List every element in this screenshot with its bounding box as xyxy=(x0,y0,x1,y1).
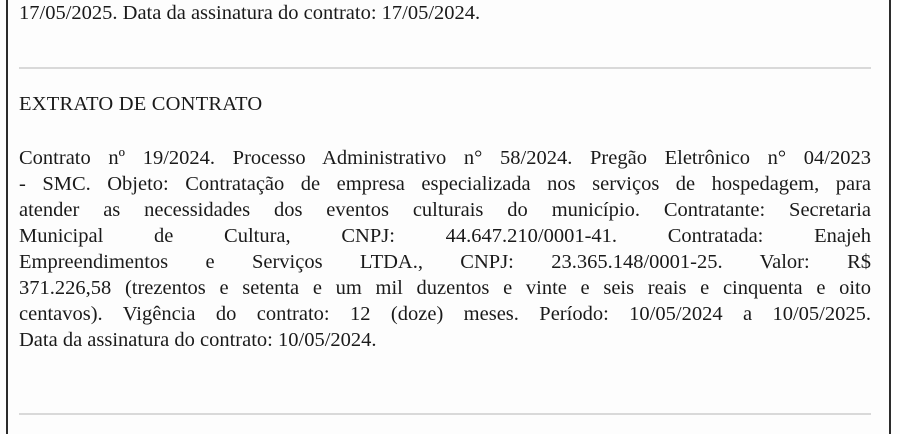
extract-body xyxy=(19,145,871,353)
extract-body-line: atender as necessidades dos eventos culturais do município. Contratante: Secretaria xyxy=(19,199,871,221)
extract-body-line: Municipal de Cultura, CNPJ: 44.647.210/0001-41. Contratada: Enajeh xyxy=(19,225,871,247)
section-divider-bottom xyxy=(19,413,871,415)
previous-extract-tail: 17/05/2025. Data da assinatura do contrato: 17/05/2024. xyxy=(19,2,481,24)
page-border-left xyxy=(6,0,8,434)
extract-body-line: Empreendimentos e Serviços LTDA., CNPJ: 23.365.148/0001-25. Valor: R$ xyxy=(19,251,871,273)
extract-heading: EXTRATO DE CONTRATO xyxy=(19,93,263,115)
section-divider-top xyxy=(19,67,871,69)
extract-body-line: - SMC. Objeto: Contratação de empresa especializada nos serviços de hospedagem, para xyxy=(19,173,871,195)
extract-body-line: 371.226,58 (trezentos e setenta e um mil duzentos e vinte e seis reais e cinquenta e oito xyxy=(19,277,871,299)
page-border-right xyxy=(889,0,891,434)
extract-body-line: Data da assinatura do contrato: 10/05/2024. xyxy=(19,329,377,351)
extract-body-line: Contrato nº 19/2024. Processo Administrativo n° 58/2024. Pregão Eletrônico n° 04/2023 xyxy=(19,147,871,169)
extract-body-line: centavos). Vigência do contrato: 12 (doze) meses. Período: 10/05/2024 a 10/05/2025. xyxy=(19,303,871,325)
